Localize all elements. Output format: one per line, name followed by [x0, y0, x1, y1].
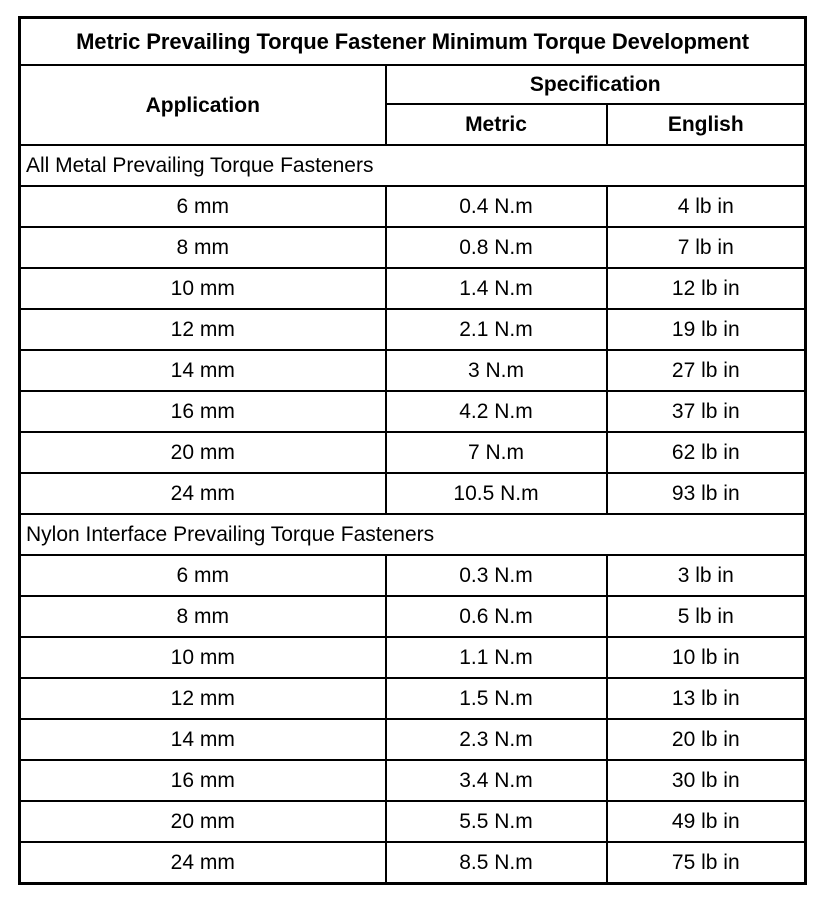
table-row	[20, 555, 806, 596]
table-row	[20, 186, 806, 227]
metric-value-cell: 5.5 N.m	[386, 801, 607, 842]
table-title: Metric Prevailing Torque Fastener Minimum Torque Development	[20, 18, 806, 66]
metric-value-cell: 0.3 N.m	[386, 555, 607, 596]
metric-value-cell: 1.1 N.m	[386, 637, 607, 678]
metric-value-cell: 0.4 N.m	[386, 186, 607, 227]
table-row	[20, 678, 806, 719]
section-row	[20, 145, 806, 186]
section-row	[20, 514, 806, 555]
metric-value-cell: 7 N.m	[386, 432, 607, 473]
size-cell: 24 mm	[20, 473, 386, 514]
english-header: English	[607, 104, 806, 145]
metric-value-cell: 2.3 N.m	[386, 719, 607, 760]
torque-spec-table	[18, 16, 807, 885]
metric-value-cell: 3.4 N.m	[386, 760, 607, 801]
size-cell: 14 mm	[20, 350, 386, 391]
size-cell: 20 mm	[20, 801, 386, 842]
size-cell: 16 mm	[20, 391, 386, 432]
metric-value-cell: 1.4 N.m	[386, 268, 607, 309]
size-cell: 20 mm	[20, 432, 386, 473]
english-value-cell: 10 lb in	[607, 637, 806, 678]
table-row	[20, 350, 806, 391]
table-row	[20, 842, 806, 884]
english-value-cell: 93 lb in	[607, 473, 806, 514]
table-row	[20, 760, 806, 801]
size-cell: 10 mm	[20, 268, 386, 309]
section-title: Nylon Interface Prevailing Torque Fasteners	[20, 514, 806, 555]
table-row	[20, 637, 806, 678]
size-cell: 8 mm	[20, 227, 386, 268]
application-header: Application	[20, 65, 386, 145]
size-cell: 8 mm	[20, 596, 386, 637]
english-value-cell: 30 lb in	[607, 760, 806, 801]
table-row	[20, 391, 806, 432]
english-value-cell: 7 lb in	[607, 227, 806, 268]
size-cell: 16 mm	[20, 760, 386, 801]
size-cell: 6 mm	[20, 555, 386, 596]
metric-value-cell: 3 N.m	[386, 350, 607, 391]
metric-value-cell: 10.5 N.m	[386, 473, 607, 514]
table-body	[20, 145, 806, 884]
metric-value-cell: 2.1 N.m	[386, 309, 607, 350]
metric-value-cell: 1.5 N.m	[386, 678, 607, 719]
table-row	[20, 227, 806, 268]
english-value-cell: 49 lb in	[607, 801, 806, 842]
english-value-cell: 12 lb in	[607, 268, 806, 309]
size-cell: 12 mm	[20, 678, 386, 719]
size-cell: 6 mm	[20, 186, 386, 227]
english-value-cell: 75 lb in	[607, 842, 806, 884]
english-value-cell: 4 lb in	[607, 186, 806, 227]
table-row	[20, 801, 806, 842]
metric-value-cell: 4.2 N.m	[386, 391, 607, 432]
metric-value-cell: 8.5 N.m	[386, 842, 607, 884]
size-cell: 10 mm	[20, 637, 386, 678]
table-row	[20, 719, 806, 760]
english-value-cell: 27 lb in	[607, 350, 806, 391]
english-value-cell: 62 lb in	[607, 432, 806, 473]
size-cell: 14 mm	[20, 719, 386, 760]
english-value-cell: 37 lb in	[607, 391, 806, 432]
table-row	[20, 309, 806, 350]
size-cell: 24 mm	[20, 842, 386, 884]
english-value-cell: 5 lb in	[607, 596, 806, 637]
metric-value-cell: 0.6 N.m	[386, 596, 607, 637]
table-row	[20, 432, 806, 473]
table-row	[20, 596, 806, 637]
specification-header: Specification	[386, 65, 806, 104]
english-value-cell: 3 lb in	[607, 555, 806, 596]
english-value-cell: 20 lb in	[607, 719, 806, 760]
size-cell: 12 mm	[20, 309, 386, 350]
metric-value-cell: 0.8 N.m	[386, 227, 607, 268]
section-title: All Metal Prevailing Torque Fasteners	[20, 145, 806, 186]
metric-header: Metric	[386, 104, 607, 145]
english-value-cell: 19 lb in	[607, 309, 806, 350]
english-value-cell: 13 lb in	[607, 678, 806, 719]
table-row	[20, 268, 806, 309]
table-row	[20, 473, 806, 514]
